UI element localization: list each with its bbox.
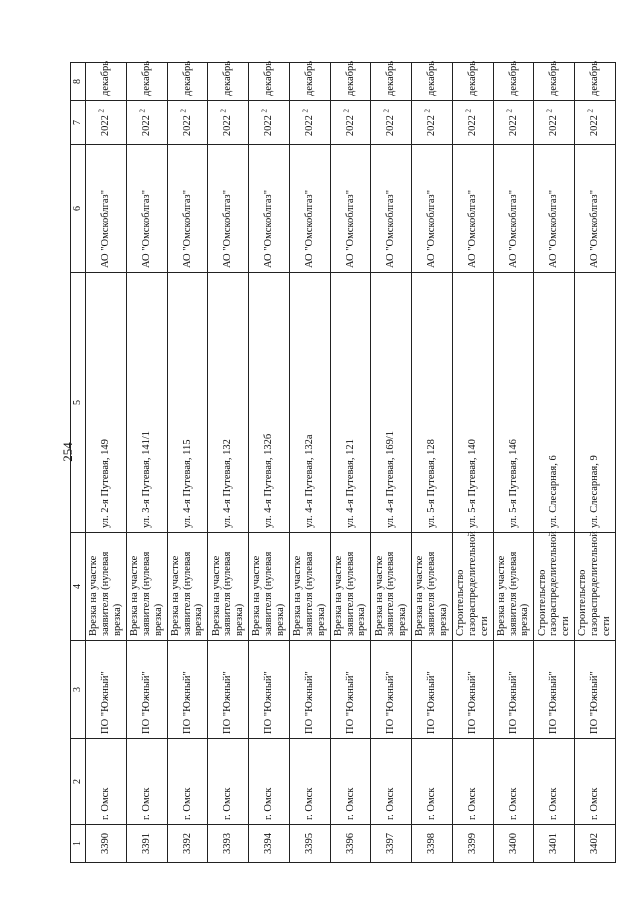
year-value: 2022 bbox=[548, 115, 560, 137]
address-cell: ул. 5-я Путевая, 146 bbox=[493, 273, 534, 533]
footnote-marker: 2 bbox=[342, 108, 351, 113]
table-row bbox=[575, 63, 616, 863]
rotated-table-container bbox=[70, 63, 616, 863]
month-cell: декабрь bbox=[249, 63, 290, 101]
column-header: 6 bbox=[71, 145, 86, 273]
year-cell bbox=[289, 101, 330, 145]
table-row bbox=[208, 63, 249, 863]
division-cell: ПО "Южный" bbox=[412, 641, 453, 739]
column-header: 4 bbox=[71, 533, 86, 641]
organization-cell: АО "Омскоблгаз" bbox=[371, 145, 412, 273]
month-cell: декабрь bbox=[412, 63, 453, 101]
city-cell: г. Омск bbox=[575, 739, 616, 825]
table-row bbox=[330, 63, 371, 863]
year-cell bbox=[330, 101, 371, 145]
year-value: 2022 bbox=[263, 115, 275, 137]
footnote-marker: 2 bbox=[545, 108, 554, 113]
year-value: 2022 bbox=[222, 115, 234, 137]
city-cell: г. Омск bbox=[289, 739, 330, 825]
organization-cell: АО "Омскоблгаз" bbox=[126, 145, 167, 273]
row-number-cell: 3392 bbox=[167, 825, 208, 863]
address-cell: ул. 4-я Путевая, 121 bbox=[330, 273, 371, 533]
table-row bbox=[371, 63, 412, 863]
month-cell: декабрь bbox=[452, 63, 493, 101]
row-number-cell: 3396 bbox=[330, 825, 371, 863]
row-number-cell: 3397 bbox=[371, 825, 412, 863]
table-row bbox=[167, 63, 208, 863]
work-type-cell: Врезка на участке заявителя (нулевая врезка) bbox=[249, 533, 290, 641]
column-header: 8 bbox=[71, 63, 86, 101]
address-cell: ул. Слесарная, 9 bbox=[575, 273, 616, 533]
footnote-marker: 2 bbox=[382, 108, 391, 113]
footnote-marker: 2 bbox=[219, 108, 228, 113]
year-value: 2022 bbox=[344, 115, 356, 137]
work-type-cell: Врезка на участке заявителя (нулевая врезка) bbox=[126, 533, 167, 641]
city-cell: г. Омск bbox=[167, 739, 208, 825]
row-number-cell: 3399 bbox=[452, 825, 493, 863]
organization-cell: АО "Омскоблгаз" bbox=[412, 145, 453, 273]
city-cell: г. Омск bbox=[412, 739, 453, 825]
organization-cell: АО "Омскоблгаз" bbox=[493, 145, 534, 273]
column-number-row bbox=[71, 63, 86, 863]
year-value: 2022 bbox=[140, 115, 152, 137]
organization-cell: АО "Омскоблгаз" bbox=[208, 145, 249, 273]
column-header: 5 bbox=[71, 273, 86, 533]
address-cell: ул. 4-я Путевая, 115 bbox=[167, 273, 208, 533]
division-cell: ПО "Южный" bbox=[575, 641, 616, 739]
year-cell bbox=[452, 101, 493, 145]
work-type-cell: Врезка на участке заявителя (нулевая врезка) bbox=[208, 533, 249, 641]
division-cell: ПО "Южный" bbox=[371, 641, 412, 739]
footnote-marker: 2 bbox=[97, 108, 106, 113]
division-cell: ПО "Южный" bbox=[289, 641, 330, 739]
city-cell: г. Омск bbox=[249, 739, 290, 825]
work-type-cell: Строительство газораспределительной сети bbox=[534, 533, 575, 641]
division-cell: ПО "Южный" bbox=[167, 641, 208, 739]
column-header: 3 bbox=[71, 641, 86, 739]
column-header: 7 bbox=[71, 101, 86, 145]
table-row bbox=[126, 63, 167, 863]
column-header: 1 bbox=[71, 825, 86, 863]
address-cell: ул. 3-я Путевая, 141/1 bbox=[126, 273, 167, 533]
footnote-marker: 2 bbox=[260, 108, 269, 113]
city-cell: г. Омск bbox=[452, 739, 493, 825]
footnote-marker: 2 bbox=[138, 108, 147, 113]
table-row bbox=[534, 63, 575, 863]
city-cell: г. Омск bbox=[126, 739, 167, 825]
page-number: 254 bbox=[60, 442, 75, 462]
year-cell bbox=[208, 101, 249, 145]
month-cell: декабрь bbox=[534, 63, 575, 101]
city-cell: г. Омск bbox=[534, 739, 575, 825]
row-number-cell: 3401 bbox=[534, 825, 575, 863]
organization-cell: АО "Омскоблгаз" bbox=[249, 145, 290, 273]
row-number-cell: 3395 bbox=[289, 825, 330, 863]
month-cell: декабрь bbox=[371, 63, 412, 101]
division-cell: ПО "Южный" bbox=[86, 641, 127, 739]
year-value: 2022 bbox=[385, 115, 397, 137]
year-cell bbox=[493, 101, 534, 145]
division-cell: ПО "Южный" bbox=[126, 641, 167, 739]
table-row bbox=[452, 63, 493, 863]
month-cell: декабрь bbox=[86, 63, 127, 101]
work-type-cell: Врезка на участке заявителя (нулевая врезка) bbox=[371, 533, 412, 641]
row-number-cell: 3394 bbox=[249, 825, 290, 863]
city-cell: г. Омск bbox=[493, 739, 534, 825]
work-type-cell: Врезка на участке заявителя (нулевая врезка) bbox=[167, 533, 208, 641]
row-number-cell: 3402 bbox=[575, 825, 616, 863]
year-cell bbox=[86, 101, 127, 145]
city-cell: г. Омск bbox=[86, 739, 127, 825]
division-cell: ПО "Южный" bbox=[493, 641, 534, 739]
footnote-marker: 2 bbox=[586, 108, 595, 113]
year-value: 2022 bbox=[181, 115, 193, 137]
address-cell: ул. 5-я Путевая, 140 bbox=[452, 273, 493, 533]
month-cell: декабрь bbox=[208, 63, 249, 101]
row-number-cell: 3391 bbox=[126, 825, 167, 863]
row-number-cell: 3393 bbox=[208, 825, 249, 863]
gas-connection-table bbox=[70, 62, 616, 863]
table-body bbox=[86, 63, 616, 863]
organization-cell: АО "Омскоблгаз" bbox=[452, 145, 493, 273]
footnote-marker: 2 bbox=[179, 108, 188, 113]
year-value: 2022 bbox=[589, 115, 601, 137]
year-cell bbox=[575, 101, 616, 145]
footnote-marker: 2 bbox=[423, 108, 432, 113]
division-cell: ПО "Южный" bbox=[452, 641, 493, 739]
address-cell: ул. 2-я Путевая, 149 bbox=[86, 273, 127, 533]
table-row bbox=[493, 63, 534, 863]
table-row bbox=[86, 63, 127, 863]
address-cell: ул. 4-я Путевая, 132а bbox=[289, 273, 330, 533]
city-cell: г. Омск bbox=[330, 739, 371, 825]
year-cell bbox=[167, 101, 208, 145]
work-type-cell: Строительство газораспределительной сети bbox=[452, 533, 493, 641]
row-number-cell: 3390 bbox=[86, 825, 127, 863]
address-cell: ул. Слесарная, 6 bbox=[534, 273, 575, 533]
address-cell: ул. 4-я Путевая, 169/1 bbox=[371, 273, 412, 533]
address-cell: ул. 4-я Путевая, 132б bbox=[249, 273, 290, 533]
division-cell: ПО "Южный" bbox=[249, 641, 290, 739]
month-cell: декабрь bbox=[289, 63, 330, 101]
organization-cell: АО "Омскоблгаз" bbox=[330, 145, 371, 273]
footnote-marker: 2 bbox=[505, 108, 514, 113]
year-cell bbox=[534, 101, 575, 145]
footnote-marker: 2 bbox=[464, 108, 473, 113]
table-row bbox=[412, 63, 453, 863]
address-cell: ул. 4-я Путевая, 132 bbox=[208, 273, 249, 533]
year-cell bbox=[412, 101, 453, 145]
row-number-cell: 3400 bbox=[493, 825, 534, 863]
month-cell: декабрь bbox=[575, 63, 616, 101]
organization-cell: АО "Омскоблгаз" bbox=[534, 145, 575, 273]
year-value: 2022 bbox=[507, 115, 519, 137]
year-cell bbox=[126, 101, 167, 145]
year-cell bbox=[249, 101, 290, 145]
year-value: 2022 bbox=[426, 115, 438, 137]
table-row bbox=[249, 63, 290, 863]
division-cell: ПО "Южный" bbox=[534, 641, 575, 739]
year-value: 2022 bbox=[303, 115, 315, 137]
work-type-cell: Врезка на участке заявителя (нулевая врезка) bbox=[86, 533, 127, 641]
division-cell: ПО "Южный" bbox=[208, 641, 249, 739]
work-type-cell: Строительство газораспределительной сети bbox=[575, 533, 616, 641]
month-cell: декабрь bbox=[167, 63, 208, 101]
organization-cell: АО "Омскоблгаз" bbox=[86, 145, 127, 273]
year-cell bbox=[371, 101, 412, 145]
month-cell: декабрь bbox=[493, 63, 534, 101]
month-cell: декабрь bbox=[330, 63, 371, 101]
division-cell: ПО "Южный" bbox=[330, 641, 371, 739]
year-value: 2022 bbox=[100, 115, 111, 137]
table-row bbox=[289, 63, 330, 863]
organization-cell: АО "Омскоблгаз" bbox=[167, 145, 208, 273]
organization-cell: АО "Омскоблгаз" bbox=[289, 145, 330, 273]
work-type-cell: Врезка на участке заявителя (нулевая врезка) bbox=[289, 533, 330, 641]
city-cell: г. Омск bbox=[371, 739, 412, 825]
year-value: 2022 bbox=[466, 115, 478, 137]
work-type-cell: Врезка на участке заявителя (нулевая врезка) bbox=[330, 533, 371, 641]
work-type-cell: Врезка на участке заявителя (нулевая врезка) bbox=[412, 533, 453, 641]
row-number-cell: 3398 bbox=[412, 825, 453, 863]
column-header: 2 bbox=[71, 739, 86, 825]
organization-cell: АО "Омскоблгаз" bbox=[575, 145, 616, 273]
city-cell: г. Омск bbox=[208, 739, 249, 825]
work-type-cell: Врезка на участке заявителя (нулевая врезка) bbox=[493, 533, 534, 641]
month-cell: декабрь bbox=[126, 63, 167, 101]
address-cell: ул. 5-я Путевая, 128 bbox=[412, 273, 453, 533]
footnote-marker: 2 bbox=[301, 108, 310, 113]
